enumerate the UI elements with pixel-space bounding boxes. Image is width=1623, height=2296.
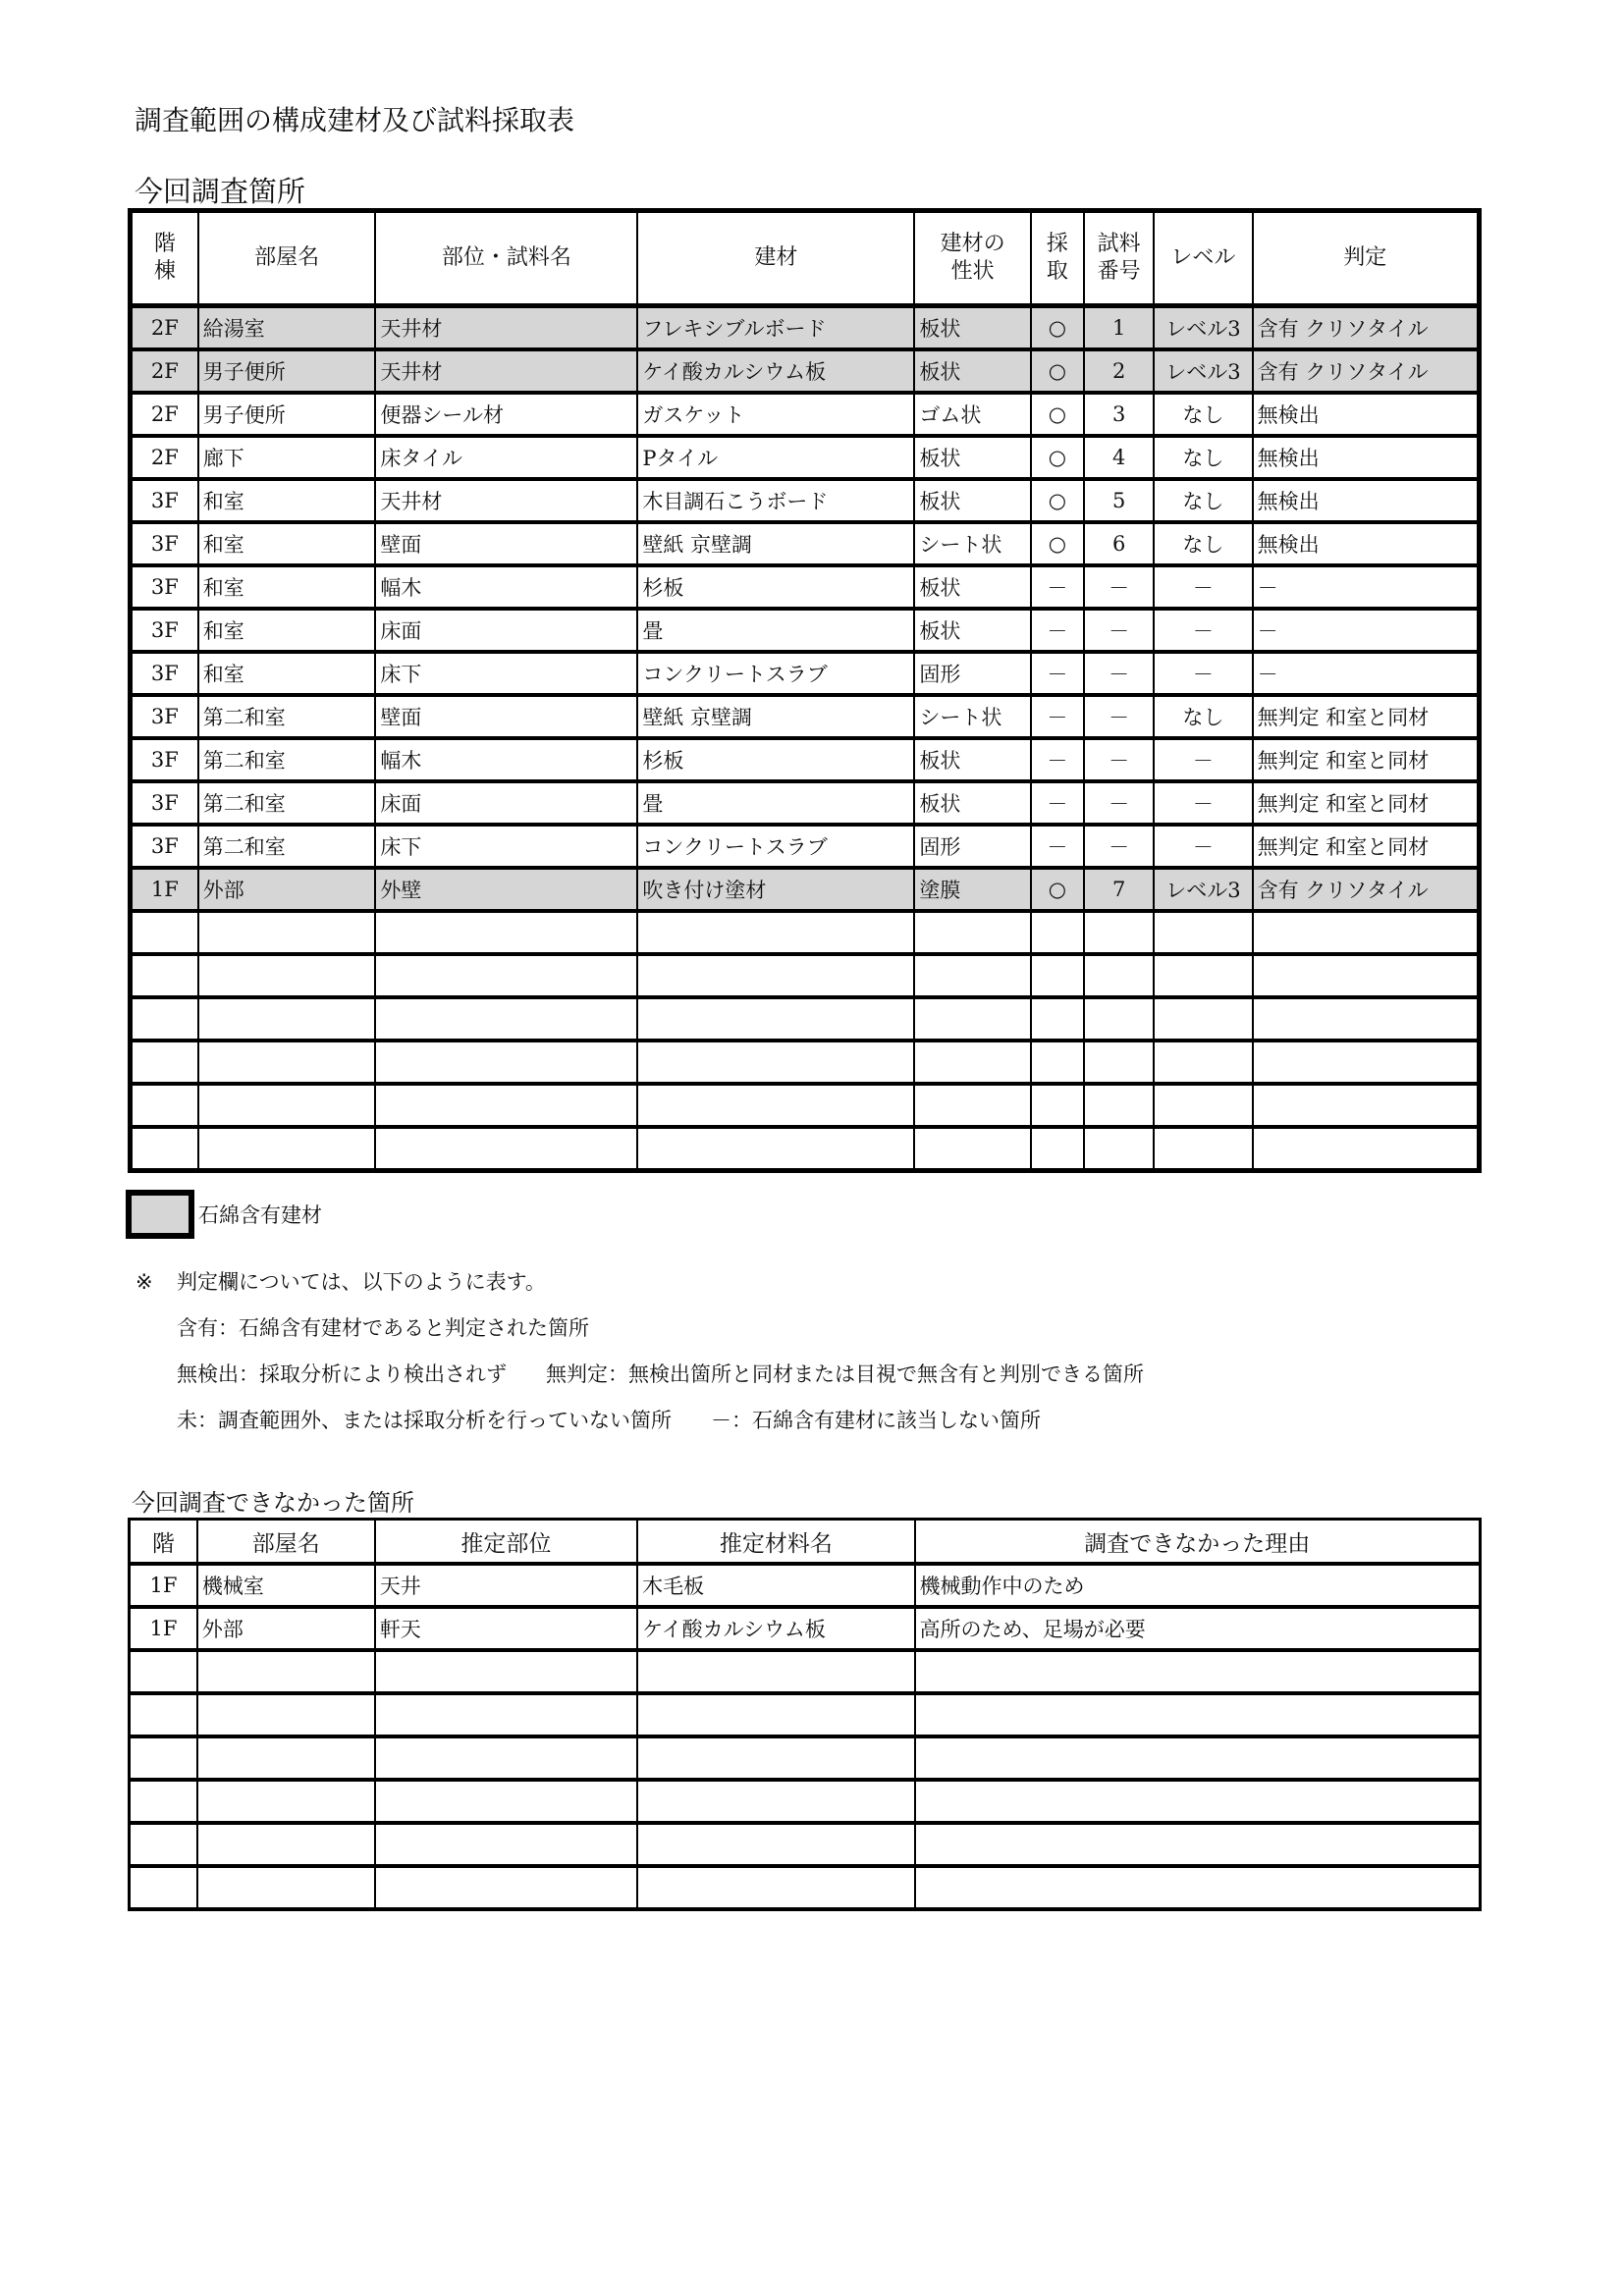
cell-state	[914, 911, 1030, 954]
cell-state: ゴム状	[914, 393, 1030, 436]
cell-room: 給湯室	[198, 306, 376, 350]
header-judgment: 判定	[1253, 211, 1480, 306]
cell-room	[197, 1650, 375, 1693]
cell-material: コンクリートスラブ	[637, 825, 914, 868]
cell-material	[637, 1041, 914, 1084]
cell-part: 便器シール材	[375, 393, 637, 436]
cell-sampled	[1031, 1084, 1084, 1127]
cell-part: 天井材	[375, 306, 637, 350]
table-row	[131, 522, 1480, 565]
table-row	[131, 738, 1480, 781]
cell-floor: 1F	[130, 1607, 197, 1650]
cell-floor	[130, 1650, 197, 1693]
header-part: 部位・試料名	[375, 211, 637, 306]
cell-judgment	[1253, 911, 1480, 954]
cell-floor: 2F	[131, 393, 198, 436]
legend-swatch-asbestos	[126, 1190, 194, 1239]
cell-floor: 3F	[131, 781, 198, 825]
table-row	[130, 1823, 1481, 1866]
cell-room: 和室	[198, 522, 376, 565]
header-floor: 階 棟	[131, 211, 198, 306]
cell-floor	[131, 1041, 198, 1084]
cell-sampled	[1031, 911, 1084, 954]
note-not-done: 未：調査範囲外、または採取分析を行っていない箇所	[177, 1409, 672, 1432]
cell-floor	[131, 997, 198, 1041]
cell-state: 板状	[914, 609, 1030, 652]
cell-level: －	[1154, 609, 1252, 652]
cell-sampled: －	[1031, 565, 1084, 609]
cell-part: 天井材	[375, 349, 637, 393]
cell-floor: 3F	[131, 609, 198, 652]
cell-sampled	[1031, 954, 1084, 997]
cell-reason	[915, 1866, 1481, 1909]
cell-level: －	[1154, 738, 1252, 781]
cell-material: 壁紙 京壁調	[637, 522, 914, 565]
cell-est-part: 軒天	[375, 1607, 637, 1650]
cell-sample-no: －	[1084, 738, 1154, 781]
cell-state: 板状	[914, 738, 1030, 781]
cell-est-material	[637, 1866, 914, 1909]
cell-floor: 3F	[131, 522, 198, 565]
cell-est-part	[375, 1736, 637, 1780]
cell-room	[198, 1041, 376, 1084]
cell-est-material	[637, 1736, 914, 1780]
cell-material: 杉板	[637, 565, 914, 609]
cell-sample-no: －	[1084, 825, 1154, 868]
table-row	[130, 1780, 1481, 1823]
survey-table-header	[131, 211, 1480, 306]
cell-material	[637, 1084, 914, 1127]
cell-sample-no: －	[1084, 781, 1154, 825]
cell-room: 機械室	[197, 1564, 375, 1607]
cell-part: 床タイル	[375, 436, 637, 479]
cell-part: 壁面	[375, 695, 637, 738]
cell-sample-no: 3	[1084, 393, 1154, 436]
header-est-part: 推定部位	[375, 1520, 637, 1565]
cell-part	[375, 1084, 637, 1127]
cell-part: 壁面	[375, 522, 637, 565]
cell-sampled: －	[1031, 781, 1084, 825]
cell-judgment: 無検出	[1253, 436, 1480, 479]
cell-part: 床下	[375, 825, 637, 868]
table-row	[131, 781, 1480, 825]
table-row	[131, 349, 1480, 393]
cell-sample-no	[1084, 997, 1154, 1041]
cell-state: 板状	[914, 781, 1030, 825]
cell-sample-no	[1084, 1084, 1154, 1127]
cell-part: 床面	[375, 609, 637, 652]
cell-sample-no: 7	[1084, 868, 1154, 911]
header-room: 部屋名	[198, 211, 376, 306]
cell-reason	[915, 1780, 1481, 1823]
cell-reason	[915, 1693, 1481, 1736]
cell-judgment	[1253, 1084, 1480, 1127]
cell-floor: 3F	[131, 825, 198, 868]
cell-state: 板状	[914, 436, 1030, 479]
cell-material: 畳	[637, 781, 914, 825]
cell-floor	[130, 1823, 197, 1866]
cell-room: 第二和室	[198, 695, 376, 738]
cell-room	[198, 911, 376, 954]
cell-judgment: 無判定 和室と同材	[1253, 825, 1480, 868]
survey-table	[128, 208, 1482, 1173]
table-row	[131, 1084, 1480, 1127]
cell-material	[637, 997, 914, 1041]
header-reason: 調査できなかった理由	[915, 1520, 1481, 1565]
cell-est-part	[375, 1866, 637, 1909]
table-row	[130, 1607, 1481, 1650]
note-mark: ※	[135, 1270, 153, 1294]
cell-level: なし	[1154, 436, 1252, 479]
table-row	[131, 825, 1480, 868]
table-row	[131, 652, 1480, 695]
cell-level: －	[1154, 781, 1252, 825]
section-title-unsurveyed: 今回調査できなかった箇所	[132, 1489, 414, 1517]
cell-level: なし	[1154, 479, 1252, 522]
cell-floor: 3F	[131, 652, 198, 695]
cell-state: シート状	[914, 695, 1030, 738]
cell-state: 板状	[914, 479, 1030, 522]
cell-floor: 3F	[131, 695, 198, 738]
cell-material: Pタイル	[637, 436, 914, 479]
cell-est-part	[375, 1693, 637, 1736]
cell-judgment: 含有 クリソタイル	[1253, 349, 1480, 393]
cell-judgment: 含有 クリソタイル	[1253, 868, 1480, 911]
cell-reason: 機械動作中のため	[915, 1564, 1481, 1607]
cell-sampled: －	[1031, 609, 1084, 652]
table-row	[130, 1564, 1481, 1607]
cell-part: 幅木	[375, 738, 637, 781]
cell-level: レベル3	[1154, 349, 1252, 393]
cell-sample-no	[1084, 1127, 1154, 1171]
unsurveyed-table	[128, 1518, 1482, 1911]
header-floor: 階	[130, 1520, 197, 1565]
cell-level: レベル3	[1154, 868, 1252, 911]
header-sampled: 採 取	[1031, 211, 1084, 306]
table-row	[131, 393, 1480, 436]
cell-level	[1154, 911, 1252, 954]
cell-reason	[915, 1823, 1481, 1866]
cell-level	[1154, 1041, 1252, 1084]
cell-material	[637, 1127, 914, 1171]
table-row	[131, 695, 1480, 738]
cell-judgment: －	[1253, 609, 1480, 652]
cell-sample-no	[1084, 954, 1154, 997]
cell-floor: 2F	[131, 349, 198, 393]
cell-judgment	[1253, 954, 1480, 997]
cell-floor: 1F	[130, 1564, 197, 1607]
cell-sampled: ○	[1031, 479, 1084, 522]
cell-judgment	[1253, 1127, 1480, 1171]
cell-level: なし	[1154, 695, 1252, 738]
cell-sample-no: 5	[1084, 479, 1154, 522]
table-row	[130, 1736, 1481, 1780]
cell-judgment: 無検出	[1253, 393, 1480, 436]
cell-sample-no: 1	[1084, 306, 1154, 350]
cell-level	[1154, 997, 1252, 1041]
cell-material: 畳	[637, 609, 914, 652]
header-material: 建材	[637, 211, 914, 306]
cell-room	[198, 1127, 376, 1171]
table-row	[131, 997, 1480, 1041]
cell-judgment: 無検出	[1253, 522, 1480, 565]
cell-floor	[130, 1866, 197, 1909]
cell-floor	[131, 911, 198, 954]
cell-est-part	[375, 1780, 637, 1823]
cell-judgment: 無判定 和室と同材	[1253, 695, 1480, 738]
cell-floor	[130, 1693, 197, 1736]
cell-judgment: 無判定 和室と同材	[1253, 738, 1480, 781]
table-row	[131, 1041, 1480, 1084]
cell-est-material	[637, 1693, 914, 1736]
section-title-surveyed: 今回調査箇所	[135, 175, 306, 208]
table-row	[131, 609, 1480, 652]
note-contained: 含有：石綿含有建材であると判定された箇所	[177, 1316, 589, 1340]
cell-room	[197, 1866, 375, 1909]
cell-sampled: －	[1031, 695, 1084, 738]
cell-judgment: －	[1253, 652, 1480, 695]
cell-part: 幅木	[375, 565, 637, 609]
cell-level: －	[1154, 652, 1252, 695]
table-row	[130, 1650, 1481, 1693]
cell-room: 外部	[198, 868, 376, 911]
cell-state: 板状	[914, 306, 1030, 350]
cell-material: ケイ酸カルシウム板	[637, 349, 914, 393]
cell-floor	[130, 1780, 197, 1823]
note-intro: 判定欄については、以下のように表す。	[177, 1270, 546, 1294]
cell-room	[197, 1823, 375, 1866]
cell-sampled: －	[1031, 825, 1084, 868]
cell-judgment	[1253, 1041, 1480, 1084]
cell-sample-no: 4	[1084, 436, 1154, 479]
cell-sampled	[1031, 997, 1084, 1041]
cell-level: なし	[1154, 522, 1252, 565]
cell-room: 和室	[198, 652, 376, 695]
cell-part	[375, 1127, 637, 1171]
table-row	[131, 479, 1480, 522]
cell-part: 床下	[375, 652, 637, 695]
cell-material	[637, 954, 914, 997]
cell-room: 男子便所	[198, 349, 376, 393]
cell-part	[375, 911, 637, 954]
cell-state: 塗膜	[914, 868, 1030, 911]
cell-room: 第二和室	[198, 825, 376, 868]
unsurveyed-table-header	[130, 1520, 1481, 1565]
cell-sampled: ○	[1031, 349, 1084, 393]
table-row	[131, 1127, 1480, 1171]
cell-est-material	[637, 1650, 914, 1693]
cell-level	[1154, 1127, 1252, 1171]
header-est-material: 推定材料名	[637, 1520, 914, 1565]
header-state: 建材の 性状	[914, 211, 1030, 306]
cell-material: ガスケット	[637, 393, 914, 436]
cell-floor	[131, 954, 198, 997]
cell-floor: 2F	[131, 436, 198, 479]
cell-judgment: 含有 クリソタイル	[1253, 306, 1480, 350]
cell-reason	[915, 1736, 1481, 1780]
cell-state: 板状	[914, 349, 1030, 393]
cell-material	[637, 911, 914, 954]
cell-part: 天井材	[375, 479, 637, 522]
cell-room: 第二和室	[198, 738, 376, 781]
cell-floor: 1F	[131, 868, 198, 911]
cell-room	[197, 1736, 375, 1780]
cell-sampled: ○	[1031, 436, 1084, 479]
legend	[126, 1190, 322, 1239]
cell-level	[1154, 954, 1252, 997]
cell-est-material	[637, 1823, 914, 1866]
cell-level: －	[1154, 565, 1252, 609]
header-sample-no: 試料 番号	[1084, 211, 1154, 306]
cell-state	[914, 1084, 1030, 1127]
table-row	[130, 1693, 1481, 1736]
cell-floor	[130, 1736, 197, 1780]
cell-material: 吹き付け塗材	[637, 868, 914, 911]
cell-sampled: ○	[1031, 393, 1084, 436]
cell-room	[198, 997, 376, 1041]
cell-room: 第二和室	[198, 781, 376, 825]
cell-sampled	[1031, 1041, 1084, 1084]
cell-floor: 3F	[131, 565, 198, 609]
cell-part: 床面	[375, 781, 637, 825]
cell-floor	[131, 1084, 198, 1127]
cell-part	[375, 1041, 637, 1084]
cell-room: 外部	[197, 1607, 375, 1650]
cell-sample-no	[1084, 1041, 1154, 1084]
cell-reason	[915, 1650, 1481, 1693]
cell-sample-no: －	[1084, 609, 1154, 652]
cell-reason: 高所のため、足場が必要	[915, 1607, 1481, 1650]
cell-state	[914, 1041, 1030, 1084]
cell-level: なし	[1154, 393, 1252, 436]
cell-state	[914, 997, 1030, 1041]
cell-material: 杉板	[637, 738, 914, 781]
cell-sampled	[1031, 1127, 1084, 1171]
note-not-detected: 無検出：採取分析により検出されず	[177, 1362, 507, 1386]
table-row	[131, 306, 1480, 350]
cell-judgment: 無判定 和室と同材	[1253, 781, 1480, 825]
cell-room: 和室	[198, 479, 376, 522]
document-title: 調査範囲の構成建材及び試料採取表	[135, 104, 575, 136]
cell-est-material: ケイ酸カルシウム板	[637, 1607, 914, 1650]
cell-sample-no: 2	[1084, 349, 1154, 393]
cell-state: 固形	[914, 825, 1030, 868]
cell-state: 固形	[914, 652, 1030, 695]
cell-sampled: －	[1031, 652, 1084, 695]
cell-est-part	[375, 1823, 637, 1866]
cell-sample-no: 6	[1084, 522, 1154, 565]
cell-part	[375, 997, 637, 1041]
cell-floor: 3F	[131, 738, 198, 781]
cell-level: レベル3	[1154, 306, 1252, 350]
table-row	[131, 565, 1480, 609]
cell-sample-no: －	[1084, 652, 1154, 695]
cell-sampled: ○	[1031, 522, 1084, 565]
legend-label: 石綿含有建材	[198, 1203, 322, 1227]
note-no-judgment: 無判定：無検出箇所と同材または目視で無含有と判別できる箇所	[546, 1362, 1144, 1386]
cell-judgment: 無検出	[1253, 479, 1480, 522]
cell-judgment	[1253, 997, 1480, 1041]
cell-room	[198, 954, 376, 997]
cell-floor	[131, 1127, 198, 1171]
cell-material: コンクリートスラブ	[637, 652, 914, 695]
cell-room: 廊下	[198, 436, 376, 479]
cell-floor: 2F	[131, 306, 198, 350]
cell-material: 壁紙 京壁調	[637, 695, 914, 738]
judgment-notes	[135, 1268, 1144, 1453]
table-row	[131, 911, 1480, 954]
cell-sample-no: －	[1084, 565, 1154, 609]
cell-sampled: ○	[1031, 306, 1084, 350]
table-row	[130, 1866, 1481, 1909]
cell-state	[914, 1127, 1030, 1171]
cell-room: 和室	[198, 565, 376, 609]
cell-sampled: －	[1031, 738, 1084, 781]
header-room: 部屋名	[197, 1520, 375, 1565]
cell-est-part	[375, 1650, 637, 1693]
cell-state: 板状	[914, 565, 1030, 609]
table-row	[131, 954, 1480, 997]
cell-state	[914, 954, 1030, 997]
cell-level: －	[1154, 825, 1252, 868]
note-dash: －：石綿含有建材に該当しない箇所	[711, 1409, 1041, 1432]
cell-part: 外壁	[375, 868, 637, 911]
cell-est-material: 木毛板	[637, 1564, 914, 1607]
table-row	[131, 436, 1480, 479]
cell-sample-no	[1084, 911, 1154, 954]
cell-floor: 3F	[131, 479, 198, 522]
cell-room: 和室	[198, 609, 376, 652]
cell-material: 木目調石こうボード	[637, 479, 914, 522]
cell-sample-no: －	[1084, 695, 1154, 738]
cell-room: 男子便所	[198, 393, 376, 436]
cell-room	[197, 1693, 375, 1736]
cell-level	[1154, 1084, 1252, 1127]
header-level: レベル	[1154, 211, 1252, 306]
cell-est-material	[637, 1780, 914, 1823]
cell-material: フレキシブルボード	[637, 306, 914, 350]
cell-state: シート状	[914, 522, 1030, 565]
cell-room	[198, 1084, 376, 1127]
cell-room	[197, 1780, 375, 1823]
table-row	[131, 868, 1480, 911]
cell-sampled: ○	[1031, 868, 1084, 911]
cell-est-part: 天井	[375, 1564, 637, 1607]
cell-part	[375, 954, 637, 997]
cell-judgment: －	[1253, 565, 1480, 609]
